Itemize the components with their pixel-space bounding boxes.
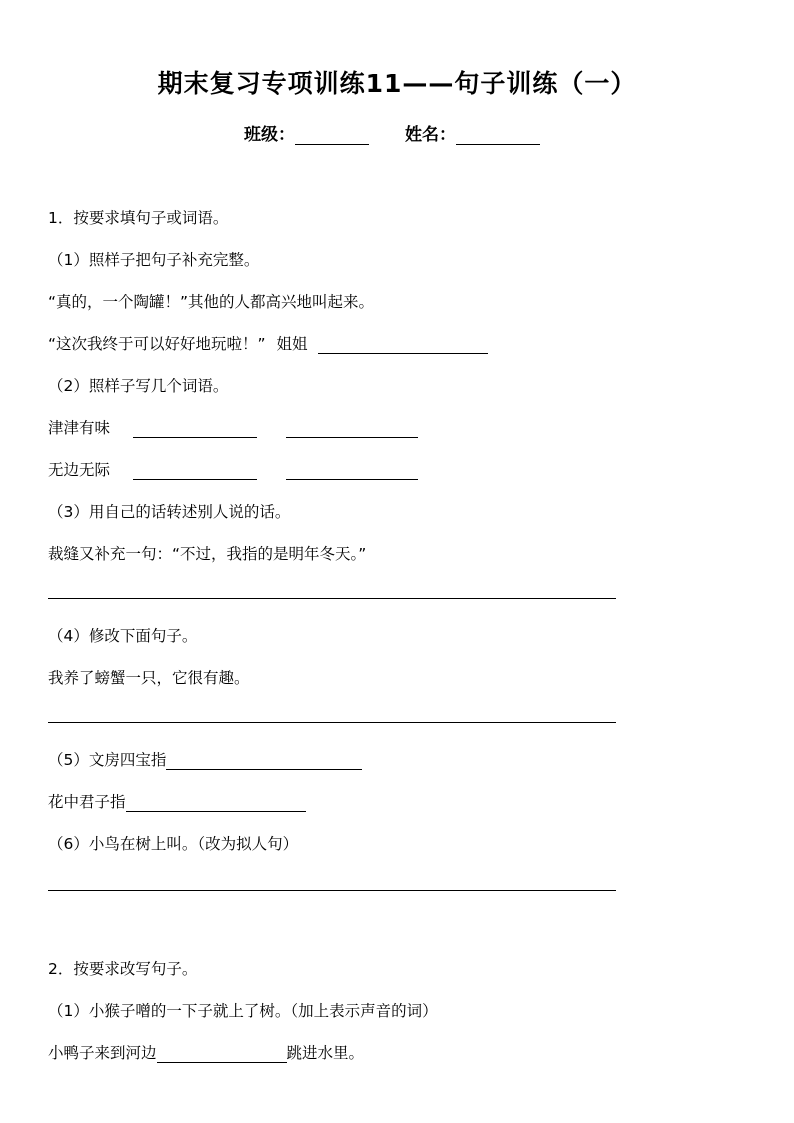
q1-p2-row1 (48, 416, 418, 438)
q1-p6-answer-line[interactable] (48, 890, 616, 891)
q2-p1-label: （1）小猴子噌的一下子就上了树。（加上表示声音的词） (48, 1002, 438, 1020)
name-label: 姓名： (405, 125, 456, 145)
q1-p3-sentence: 裁缝又补充一句：“不过，我指的是明年冬天。” (48, 545, 367, 563)
q1-p1-prompt-subject: 姐姐 (276, 335, 308, 353)
q1-p2-label: （2）照样子写几个词语。 (48, 377, 229, 395)
q1-p3-answer-line[interactable] (48, 598, 616, 599)
q2-heading: 2．按要求改写句子。 (48, 960, 198, 978)
q1-p2-word2: 无边无际 (48, 461, 111, 479)
q1-p5-blank[interactable] (166, 753, 362, 770)
q1-p1-example: “真的，一个陶罐！”其他的人都高兴地叫起来。 (48, 293, 375, 311)
q1-p2-blank1[interactable] (133, 421, 257, 438)
q2-p1-sentence-before: 小鸭子来到河边 (48, 1044, 157, 1062)
name-field[interactable] (456, 126, 540, 145)
q1-p4-sentence: 我养了螃蟹一只，它很有趣。 (48, 669, 250, 687)
q1-p6-label: （6）小鸟在树上叫。（改为拟人句） (48, 835, 299, 853)
q1-p2-blank4[interactable] (286, 463, 418, 480)
q1-p5-sub: 花中君子指 (48, 793, 126, 811)
q2-p1-sentence-after: 跳进水里。 (286, 1044, 365, 1062)
q1-p1-answer-blank[interactable] (318, 337, 488, 354)
q1-p5-sub-row (48, 790, 306, 812)
q1-p5-row (48, 748, 362, 770)
q1-p2-row2 (48, 458, 418, 480)
q1-p1-prompt (48, 332, 488, 354)
class-label: 班级： (244, 125, 295, 145)
q1-p2-blank2[interactable] (286, 421, 418, 438)
q1-p2-blank3[interactable] (133, 463, 257, 480)
q1-p5-label: （5）文房四宝指 (48, 751, 167, 769)
student-info (244, 120, 540, 145)
q2-p1-blank[interactable] (157, 1046, 287, 1063)
q1-p2-word1: 津津有味 (48, 419, 111, 437)
q1-p3-label: （3）用自己的话转述别人说的话。 (48, 503, 291, 521)
class-field[interactable] (295, 126, 369, 145)
q2-p1-row (48, 1041, 364, 1063)
q1-p4-label: （4）修改下面句子。 (48, 627, 198, 645)
page-title: 期末复习专项训练11——句子训练（一） (157, 69, 637, 98)
q1-p5-sub-blank[interactable] (126, 795, 306, 812)
q1-heading: 1．按要求填句子或词语。 (48, 209, 229, 227)
q1-p1-prompt-quote: “这次我终于可以好好地玩啦！” (48, 335, 266, 353)
q1-p1-label: （1）照样子把句子补充完整。 (48, 251, 260, 269)
q1-p4-answer-line[interactable] (48, 722, 616, 723)
